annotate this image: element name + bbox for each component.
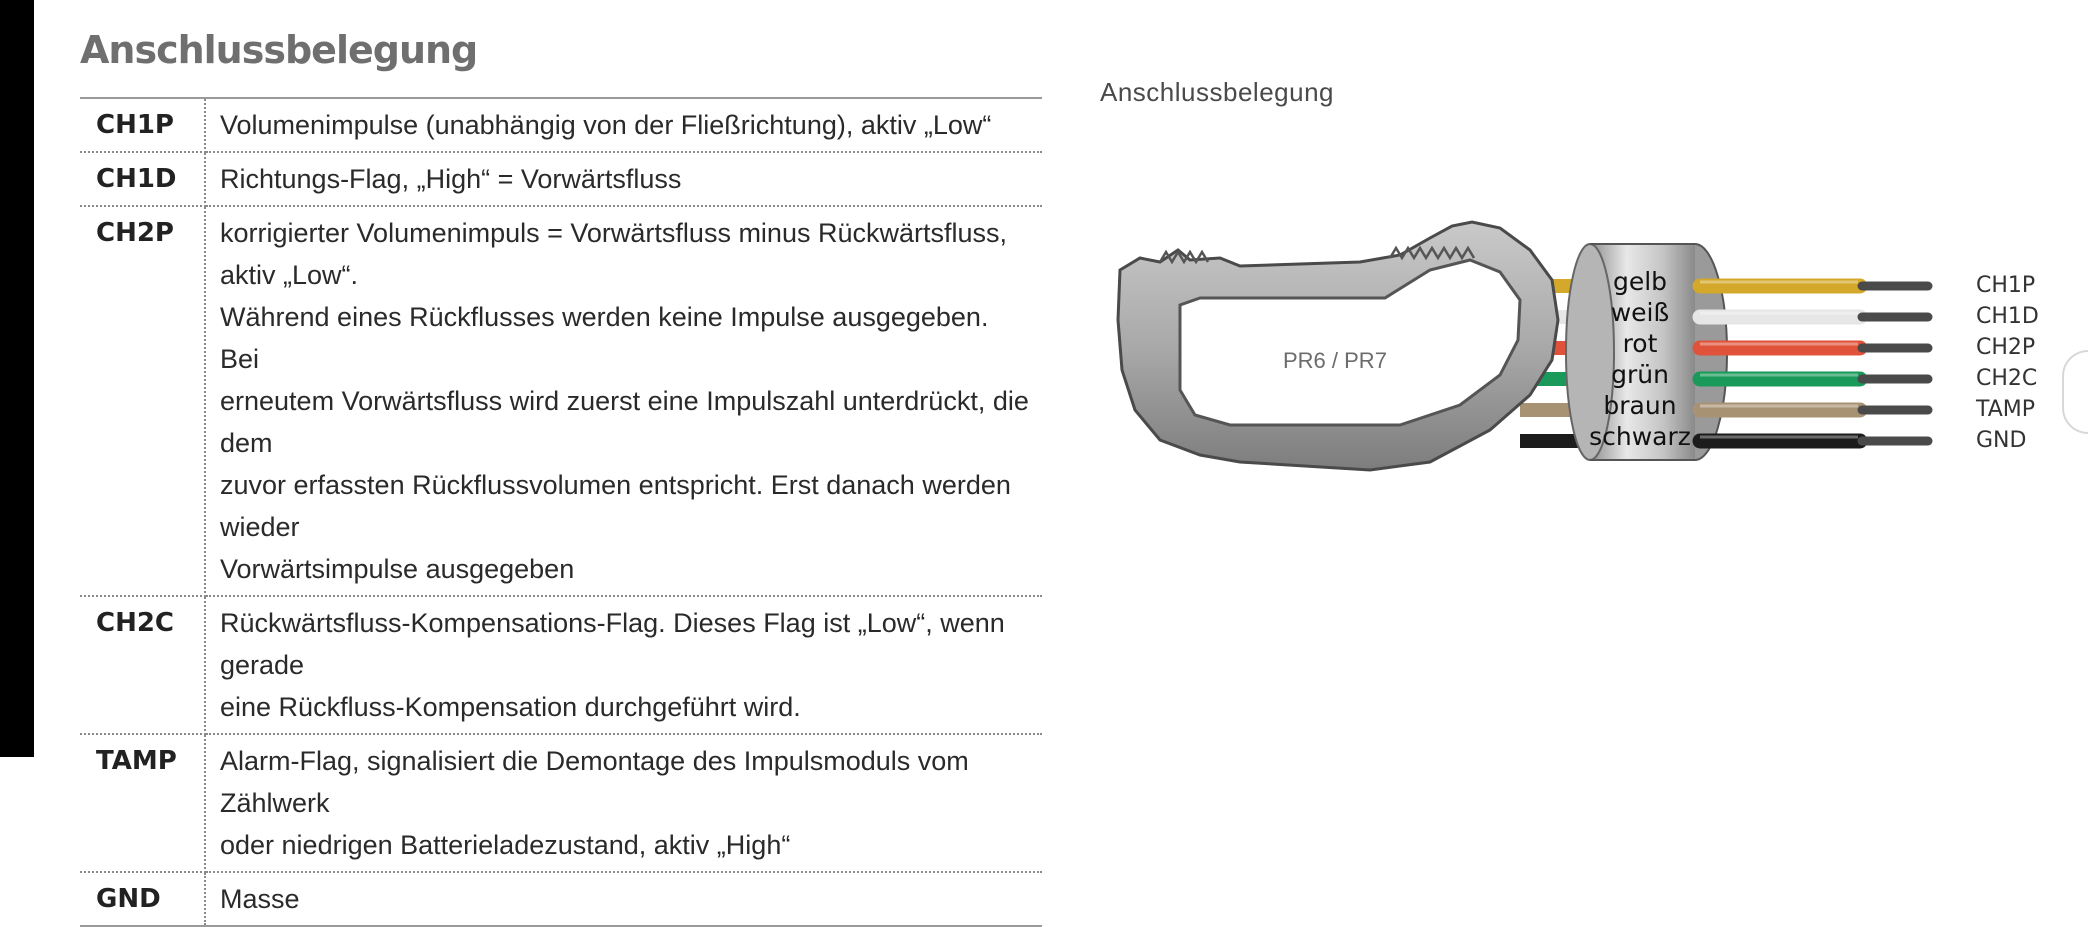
- description-line: Volumenimpulse (unabhängig von der Fließrichtung), aktiv „Low“: [220, 110, 992, 140]
- description-line: Rückwärtsfluss-Kompensations-Flag. Dieses Flag ist „Low“, wenn gerade: [220, 608, 1005, 680]
- description-line: Während eines Rückflusses werden keine Impulse ausgegeben. Bei: [220, 302, 989, 374]
- pin-description: [205, 872, 1042, 926]
- description-line: aktiv „Low“.: [220, 260, 359, 290]
- wire-pin-label: TAMP: [1976, 397, 2036, 422]
- description-line: Alarm-Flag, signalisiert die Demontage des Impulsmoduls vom Zählwerk: [220, 746, 969, 818]
- description-line: Richtungs-Flag, „High“ = Vorwärtsfluss: [220, 164, 682, 194]
- description-line: Vorwärtsimpulse ausgegeben: [220, 554, 575, 584]
- pin-description: [205, 734, 1042, 872]
- wire-color-label: braun: [1603, 391, 1677, 420]
- wire-color-label: grün: [1611, 360, 1669, 389]
- wire-pin-label: GND: [1976, 428, 2027, 453]
- left-edge-bar: [0, 0, 34, 757]
- table-row: [80, 98, 1042, 152]
- table-row: [80, 872, 1042, 926]
- pin-description: [205, 152, 1042, 206]
- description-line: erneutem Vorwärtsfluss wird zuerst eine Impulszahl unterdrückt, die dem: [220, 386, 1029, 458]
- pin-name: CH2C: [80, 596, 205, 734]
- description-line: oder niedrigen Batterieladezustand, aktiv „High“: [220, 830, 791, 860]
- pin-description: [205, 206, 1042, 596]
- pin-name: CH1P: [80, 98, 205, 152]
- wire-pin-label: CH2C: [1976, 366, 2038, 391]
- description-line: zuvor erfassten Rückflussvolumen entspricht. Erst danach werden wieder: [220, 470, 1011, 542]
- pin-name: CH2P: [80, 206, 205, 596]
- wire-color-label: rot: [1622, 329, 1658, 358]
- wire-pin-label: CH2P: [1976, 335, 2036, 360]
- wire-color-label: gelb: [1612, 267, 1668, 296]
- wire-pin-label: CH1D: [1976, 304, 2039, 329]
- pin-name: GND: [80, 872, 205, 926]
- model-label: PR6 / PR7: [1283, 348, 1387, 373]
- wiring-diagram: [1100, 200, 2088, 520]
- offscreen-control-edge[interactable]: [2062, 350, 2088, 434]
- description-line: Masse: [220, 884, 300, 914]
- table-row: [80, 734, 1042, 872]
- description-line: eine Rückfluss-Kompensation durchgeführt wird.: [220, 692, 801, 722]
- pin-name: CH1D: [80, 152, 205, 206]
- pin-description: [205, 98, 1042, 152]
- pin-name: TAMP: [80, 734, 205, 872]
- wire-color-label: schwarz: [1589, 422, 1691, 451]
- table-row: [80, 596, 1042, 734]
- document-title: Anschlussbelegung: [80, 28, 478, 72]
- figure-title: Anschlussbelegung: [1100, 77, 1334, 107]
- pin-description: [205, 596, 1042, 734]
- description-line: korrigierter Volumenimpuls = Vorwärtsfluss minus Rückwärtsfluss,: [220, 218, 1008, 248]
- table-row: [80, 206, 1042, 596]
- wire-pin-label: CH1P: [1976, 273, 2036, 298]
- table-row: [80, 152, 1042, 206]
- wire-color-label: weiß: [1610, 298, 1670, 327]
- pin-assignment-table: [80, 97, 1042, 927]
